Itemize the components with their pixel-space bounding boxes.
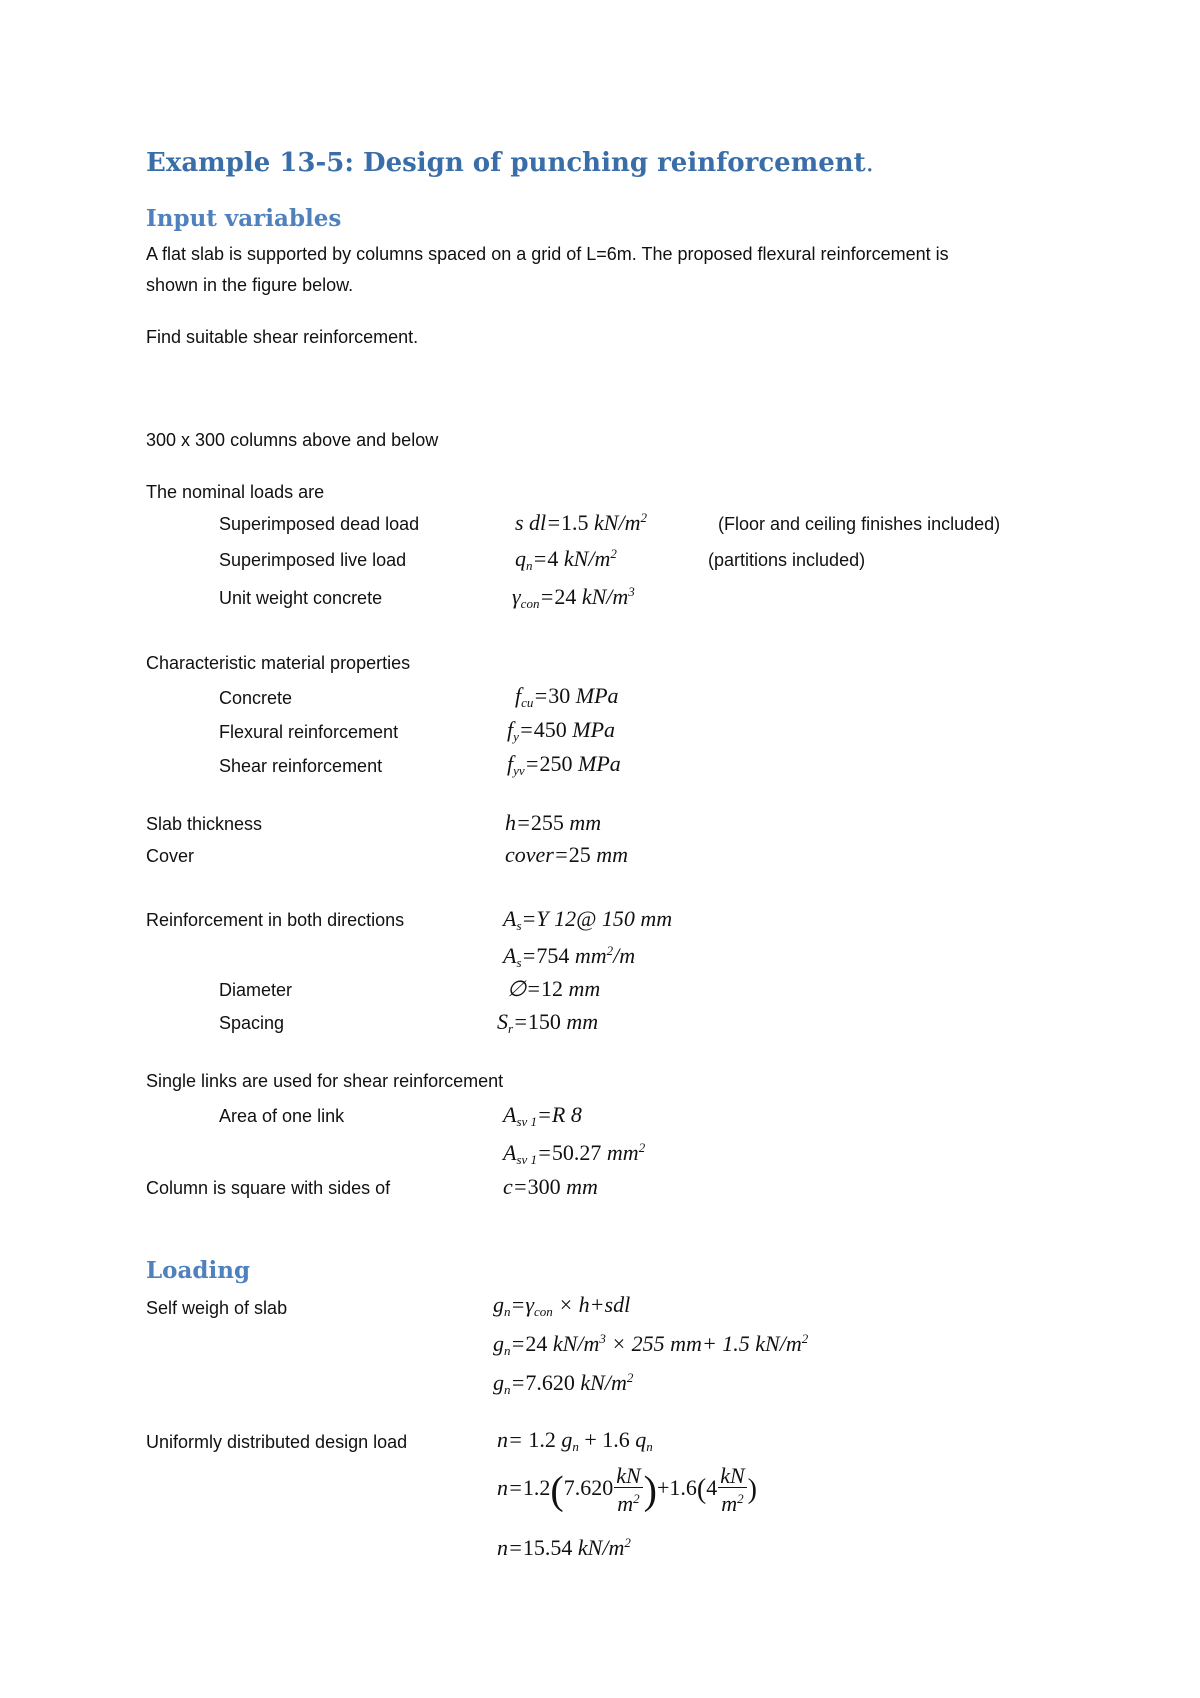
sll-label: Superimposed live load: [219, 550, 407, 570]
fyv-equation: $f_{yv}=250$ MPa: [507, 751, 621, 778]
single-links-text: Single links are used for shear reinforcement: [146, 1071, 504, 1091]
concrete-label: Concrete: [219, 688, 293, 708]
flexural-label: Flexural reinforcement: [219, 722, 399, 742]
page-title: Example 13-5: Design of punching reinforcement.: [146, 148, 874, 178]
nominal-loads-text: The nominal loads are: [146, 482, 325, 502]
gn-equation-3: $g_n=7.620$ $kN/m^2$: [493, 1370, 634, 1397]
section-heading-loading: Loading: [146, 1257, 251, 1284]
gn-equation-1: $g_n=\gamma_{con} \times h+sdl$: [493, 1292, 631, 1319]
self-weight-label: Self weigh of slab: [146, 1298, 288, 1318]
n-equation-1: n= 1.2 $g_n + 1.6$ $q_n$: [497, 1427, 653, 1454]
column-label: Column is square with sides of: [146, 1178, 391, 1198]
as-area-equation: $A_s=754$ $mm^2/m$: [503, 943, 636, 970]
sdl-note: (Floor and ceiling finishes included): [718, 514, 1001, 534]
n-equation-3: n=15.54 $kN/m^2$: [497, 1535, 631, 1560]
spacing-equation: $S_r=150$ mm: [497, 1009, 599, 1036]
columns-text: 300 x 300 columns above and below: [146, 430, 439, 450]
task-text: Find suitable shear reinforcement.: [146, 327, 419, 347]
intro-text: A flat slab is supported by columns spaced on a grid of L=6m. The proposed flexural reinforcement is: [146, 244, 949, 264]
spacing-label: Spacing: [219, 1013, 285, 1033]
cover-equation: cover=25 mm: [505, 842, 628, 867]
udl-label: Uniformly distributed design load: [146, 1432, 408, 1452]
fy-equation: $f_y=450$ MPa: [507, 717, 616, 744]
fcu-equation: $f_{cu}=30$ MPa: [515, 683, 619, 710]
diameter-label: Diameter: [219, 980, 293, 1000]
asv1-equation: $A_{sv 1}=R$ 8: [503, 1102, 582, 1129]
as-equation: $A_s=Y$ 12@ 150 mm: [503, 906, 673, 933]
diameter-equation: ∅=12 mm: [507, 976, 601, 1001]
link-area-label: Area of one link: [219, 1106, 345, 1126]
n-equation-2: n=1.2(7.620 $\frac{kN}{m^2}$ )+1.6(4 $\frac{kN}{m^2}$ ): [497, 1463, 757, 1516]
sll-note: (partitions included): [708, 550, 866, 570]
gn-equation-2: $g_n=24$ $kN/m^3 \times 255$ mm+ 1.5 $kN/m^2$: [493, 1331, 809, 1358]
cover-label: Cover: [146, 846, 195, 866]
section-heading-input: Input variables: [146, 205, 342, 232]
reinforcement-label: Reinforcement in both directions: [146, 910, 405, 930]
material-props-text: Characteristic material properties: [146, 653, 411, 673]
sdl-label: Superimposed dead load: [219, 514, 420, 534]
gamma-con-equation: $\gamma_{con}=24$ $kN/m^3$: [512, 584, 635, 611]
unit-weight-label: Unit weight concrete: [219, 588, 383, 608]
asv1-area-equation: $A_{sv 1}=50.27$ $mm^2$: [503, 1140, 646, 1167]
h-equation: h=255 mm: [505, 810, 602, 835]
intro-text: shown in the figure below.: [146, 275, 354, 295]
slab-thickness-label: Slab thickness: [146, 814, 263, 834]
shear-label: Shear reinforcement: [219, 756, 383, 776]
qn-equation: $q_n=4$ $kN/m^2$: [515, 546, 617, 573]
sdl-equation: s dl=1.5 $kN/m^2$: [515, 510, 648, 535]
column-equation: c=300 mm: [503, 1174, 598, 1199]
